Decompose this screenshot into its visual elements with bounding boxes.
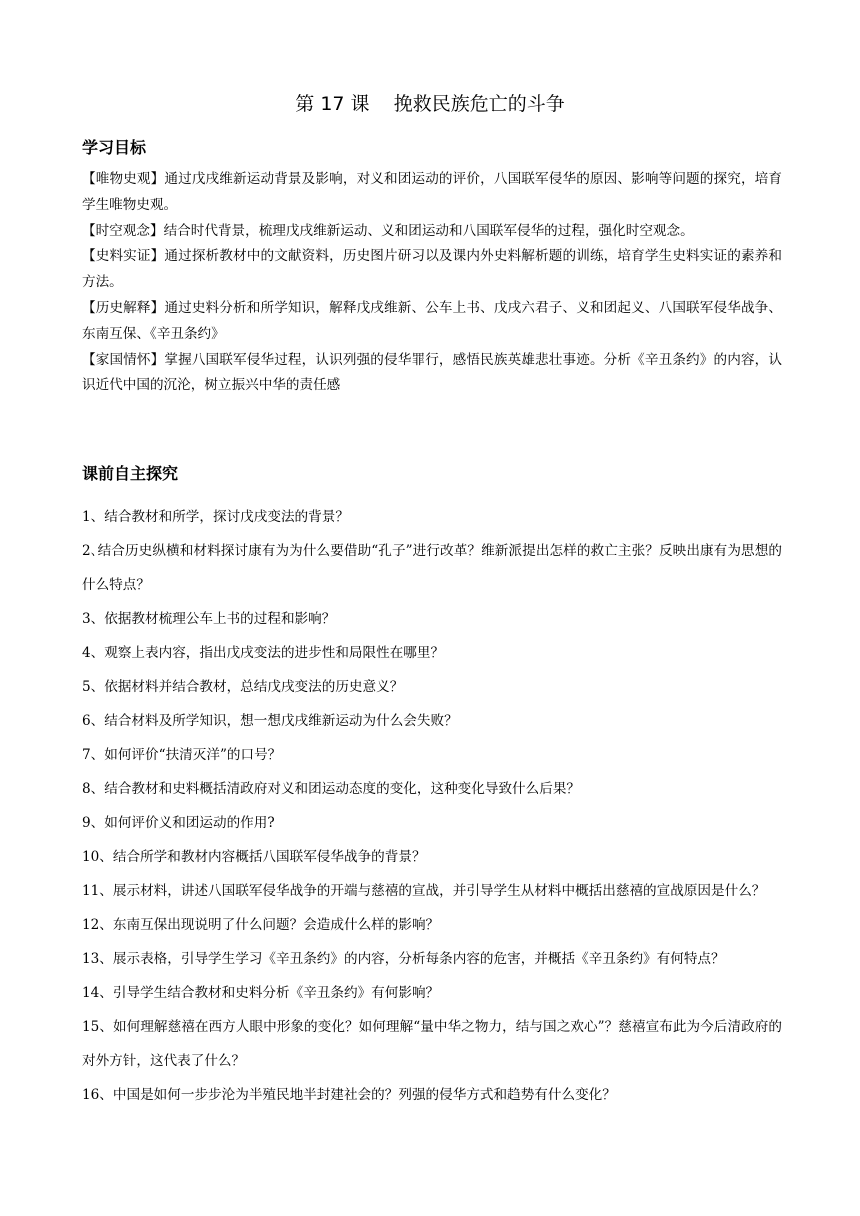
question-item: 15、如何理解慈禧在西方人眼中形象的变化？如何理解“量中华之物力，结与国之欢心”？慈禧宣布此为今后清政府的对外方针，这代表了什么？ xyxy=(82,1019,782,1069)
learning-goals-list xyxy=(82,167,782,399)
question-item: 16、中国是如何一步步沦为半殖民地半封建社会的？列强的侵华方式和趋势有什么变化？ xyxy=(82,1087,616,1103)
goal-text: 通过探析教材中的文献资料，历史图片研习以及课内外史料解析题的训练，培育学生史料实证的素养和方法。 xyxy=(82,248,783,291)
question-item: 7、如何评价“扶清灭洋”的口号？ xyxy=(82,747,282,763)
question-item: 1、结合教材和所学，探讨戊戌变法的背景？ xyxy=(82,509,349,525)
learning-goals-heading: 学习目标 xyxy=(82,138,147,157)
question-item: 3、依据教材梳理公车上书的过程和影响？ xyxy=(82,611,336,627)
goal-tag: 【时空观念】 xyxy=(82,222,164,239)
question-list xyxy=(82,500,782,1112)
goal-item xyxy=(82,348,782,400)
question-item: 10、结合所学和教材内容概括八国联军侵华战争的背景？ xyxy=(82,849,426,865)
question-item: 9、如何评价义和团运动的作用? xyxy=(82,815,275,831)
goal-text: 通过史料分析和所学知识，解释戊戌维新、公车上书、戊戌六君子、义和团起义、八国联军侵华战争、东南互保、《辛丑条约》 xyxy=(82,299,783,342)
goal-text: 通过戊戌维新运动背景及影响，对义和团运动的评价，八国联军侵华的原因、影响等问题的探究，培育学生唯物史观。 xyxy=(82,171,783,213)
pre-class-exploration-heading: 课前自主探究 xyxy=(82,464,179,483)
question-item: 8、结合教材和史料概括清政府对义和团运动态度的变化，这种变化导致什么后果？ xyxy=(82,781,581,797)
question-item: 4、观察上表内容，指出戊戌变法的进步性和局限性在哪里？ xyxy=(82,645,445,661)
question-item: 5、依据材料并结合教材，总结戊戌变法的历史意义？ xyxy=(82,679,404,695)
goal-tag: 【唯物史观】 xyxy=(82,171,165,187)
goal-item xyxy=(82,167,782,219)
lesson-title: 第 17 课 挽救民族危亡的斗争 xyxy=(295,93,565,115)
question-item: 14、引导学生结合教材和史料分析《辛丑条约》有何影响？ xyxy=(82,985,440,1001)
goal-item xyxy=(82,219,782,245)
goal-item xyxy=(82,296,782,348)
question-item: 2､结合历史纵横和材料探讨康有为为什么要借助“孔子”进行改革？维新派提出怎样的救亡主张？反映出康有为思想的什么特点？ xyxy=(82,543,782,593)
goal-text: 结合时代背景，梳理戊戌维新运动、义和团运动和八国联军侵华的过程，强化时空观念。 xyxy=(163,222,694,239)
question-item: 12、东南互保出现说明了什么问题？会造成什么样的影响？ xyxy=(82,917,440,933)
goal-text: 掌握八国联军侵华过程，认识列强的侵华罪行，感悟民族英雄悲壮事迹。分析《辛丑条约》的内容，认识近代中国的沉沦，树立振兴中华的责任感 xyxy=(82,351,783,394)
goal-item xyxy=(82,244,782,296)
goal-tag: 【家国情怀】 xyxy=(82,351,165,368)
goal-tag: 【史料实证】 xyxy=(82,248,165,265)
goal-tag: 【历史解释】 xyxy=(82,299,165,316)
question-item: 6、结合材料及所学知识，想一想戊戌维新运动为什么会失败？ xyxy=(82,713,458,729)
question-item: 13、展示表格，引导学生学习《辛丑条约》的内容，分析每条内容的危害，并概括《辛丑条约》有何特点？ xyxy=(82,951,725,967)
question-item: 11、展示材料，讲述八国联军侵华战争的开端与慈禧的宣战，并引导学生从材料中概括出慈禧的宣战原因是什么？ xyxy=(82,883,766,899)
